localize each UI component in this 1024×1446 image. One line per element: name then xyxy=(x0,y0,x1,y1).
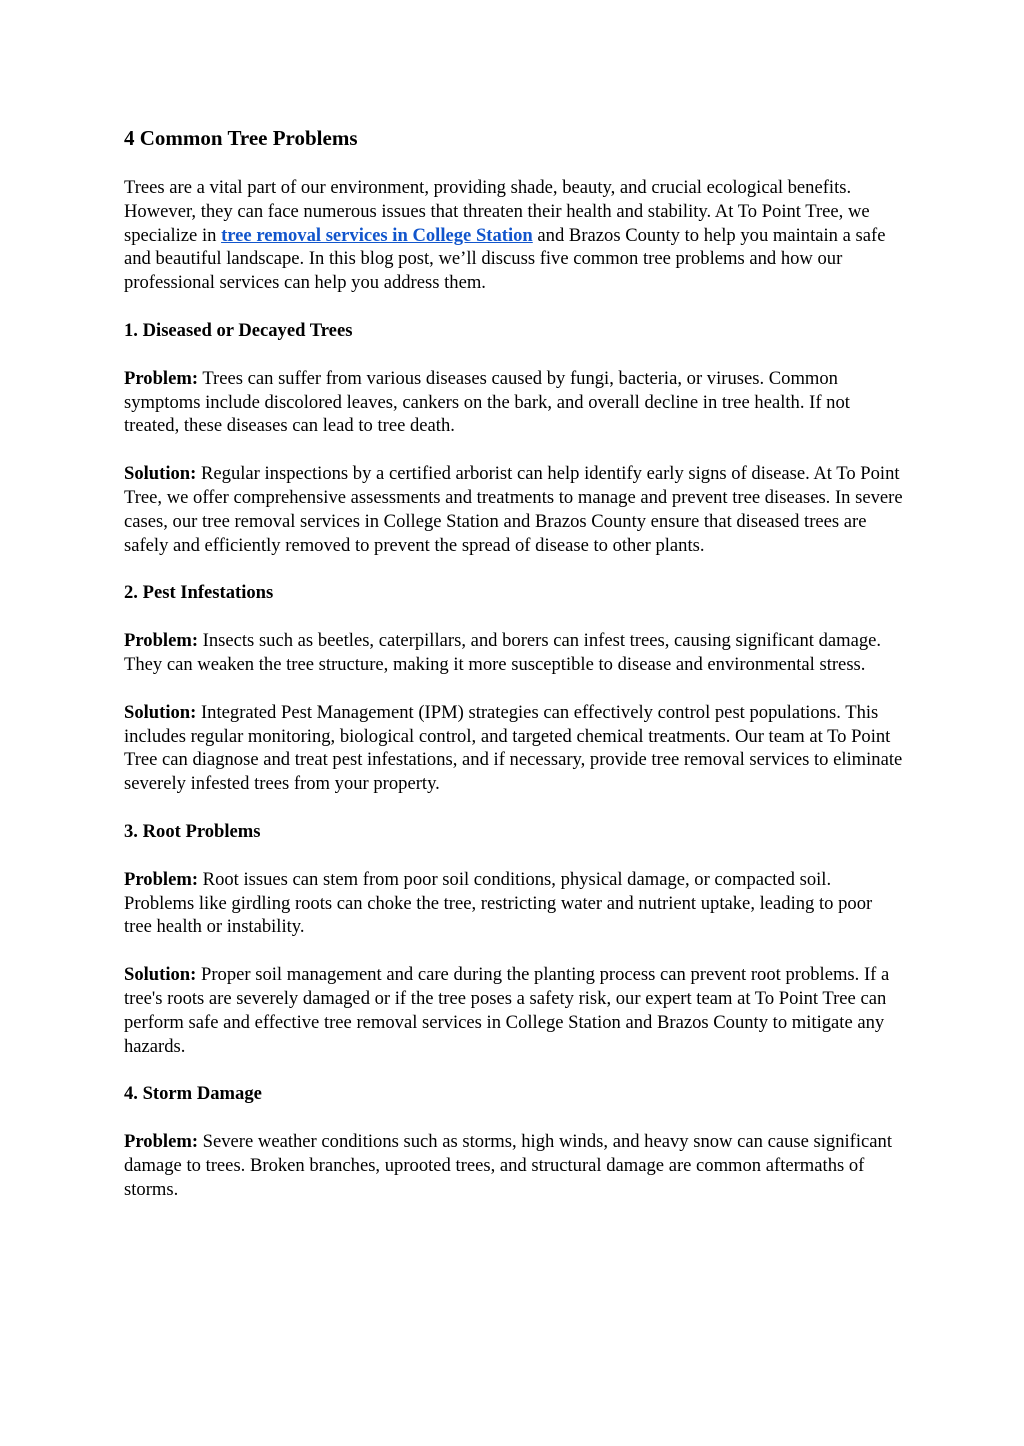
problem-label: Problem: xyxy=(124,630,199,652)
problem-paragraph xyxy=(124,868,904,939)
page-title: 4 Common Tree Problems xyxy=(124,126,358,150)
problem-text: Trees can suffer from various diseases caused by fungi, bacteria, or viruses. Common symptoms include discolored leaves, cankers on the bark, and overall decline in tree health. If not treated, these diseases can lead to tree death. xyxy=(124,367,850,437)
solution-paragraph xyxy=(124,462,904,557)
problem-text: Root issues can stem from poor soil conditions, physical damage, or compacted soil. Problems like girdling roots can choke the tree, restricting water and nutrient uptake, leading to poor tree health or instability. xyxy=(124,868,873,938)
problem-label: Problem: xyxy=(124,367,199,389)
solution-label: Solution: xyxy=(124,964,197,986)
solution-text: Regular inspections by a certified arborist can help identify early signs of disease. At To Point Tree, we offer comprehensive assessments and treatments to manage and prevent tree diseases. In severe cases, our tree removal services in College Station and Brazos County ensure that diseased trees are safely and efficiently removed to prevent the spread of disease to other plants. xyxy=(124,463,903,556)
section-heading-storm-damage: 4. Storm Damage xyxy=(124,1083,262,1105)
problem-text: Insects such as beetles, caterpillars, and borers can infest trees, causing significant damage. They can weaken the tree structure, making it more susceptible to disease and environmental stress. xyxy=(124,630,882,675)
section-heading-pest-infestations: 2. Pest Infestations xyxy=(124,582,274,604)
solution-text: Integrated Pest Management (IPM) strategies can effectively control pest populations. This includes regular monitoring, biological control, and targeted chemical treatments. Our team at To Point Tree can diagnose and treat pest infestations, and if necessary, provide tree removal services to eliminate severely infested trees from your property. xyxy=(124,701,903,795)
problem-paragraph xyxy=(124,1130,904,1201)
solution-paragraph xyxy=(124,963,904,1058)
intro-text-before-link: Trees are a vital part of our environment, providing shade, beauty, and crucial ecological benefits. However, they can face numerous issues that threaten their health and stability. At To Point Tree, we specialize in xyxy=(124,177,870,246)
solution-label: Solution: xyxy=(124,701,197,723)
section-heading-diseased-trees: 1. Diseased or Decayed Trees xyxy=(124,319,353,341)
solution-text: Proper soil management and care during the planting process can prevent root problems. If a tree's roots are severely damaged or if the tree poses a safety risk, our expert team at To Point Tree can perform safe and effective tree removal services in College Station and Brazos County to mitigate any hazards. xyxy=(124,964,890,1057)
problem-paragraph xyxy=(124,367,904,438)
intro-paragraph xyxy=(124,176,904,295)
section-heading-root-problems: 3. Root Problems xyxy=(124,820,261,842)
problem-label: Problem: xyxy=(124,1131,199,1153)
tree-removal-link[interactable]: tree removal services in College Station xyxy=(221,224,533,246)
solution-paragraph xyxy=(124,701,904,796)
problem-label: Problem: xyxy=(124,868,199,890)
problem-paragraph xyxy=(124,629,904,677)
solution-label: Solution: xyxy=(124,463,197,485)
problem-text: Severe weather conditions such as storms, high winds, and heavy snow can cause significant damage to trees. Broken branches, uprooted trees, and structural damage are common aftermaths of storms. xyxy=(124,1131,893,1200)
document-page xyxy=(124,124,904,1226)
intro-text-after-link: and Brazos County to help you maintain a safe and beautiful landscape. In this blog post, we’ll discuss five common tree problems and how our professional services can help you address them. xyxy=(124,224,886,294)
